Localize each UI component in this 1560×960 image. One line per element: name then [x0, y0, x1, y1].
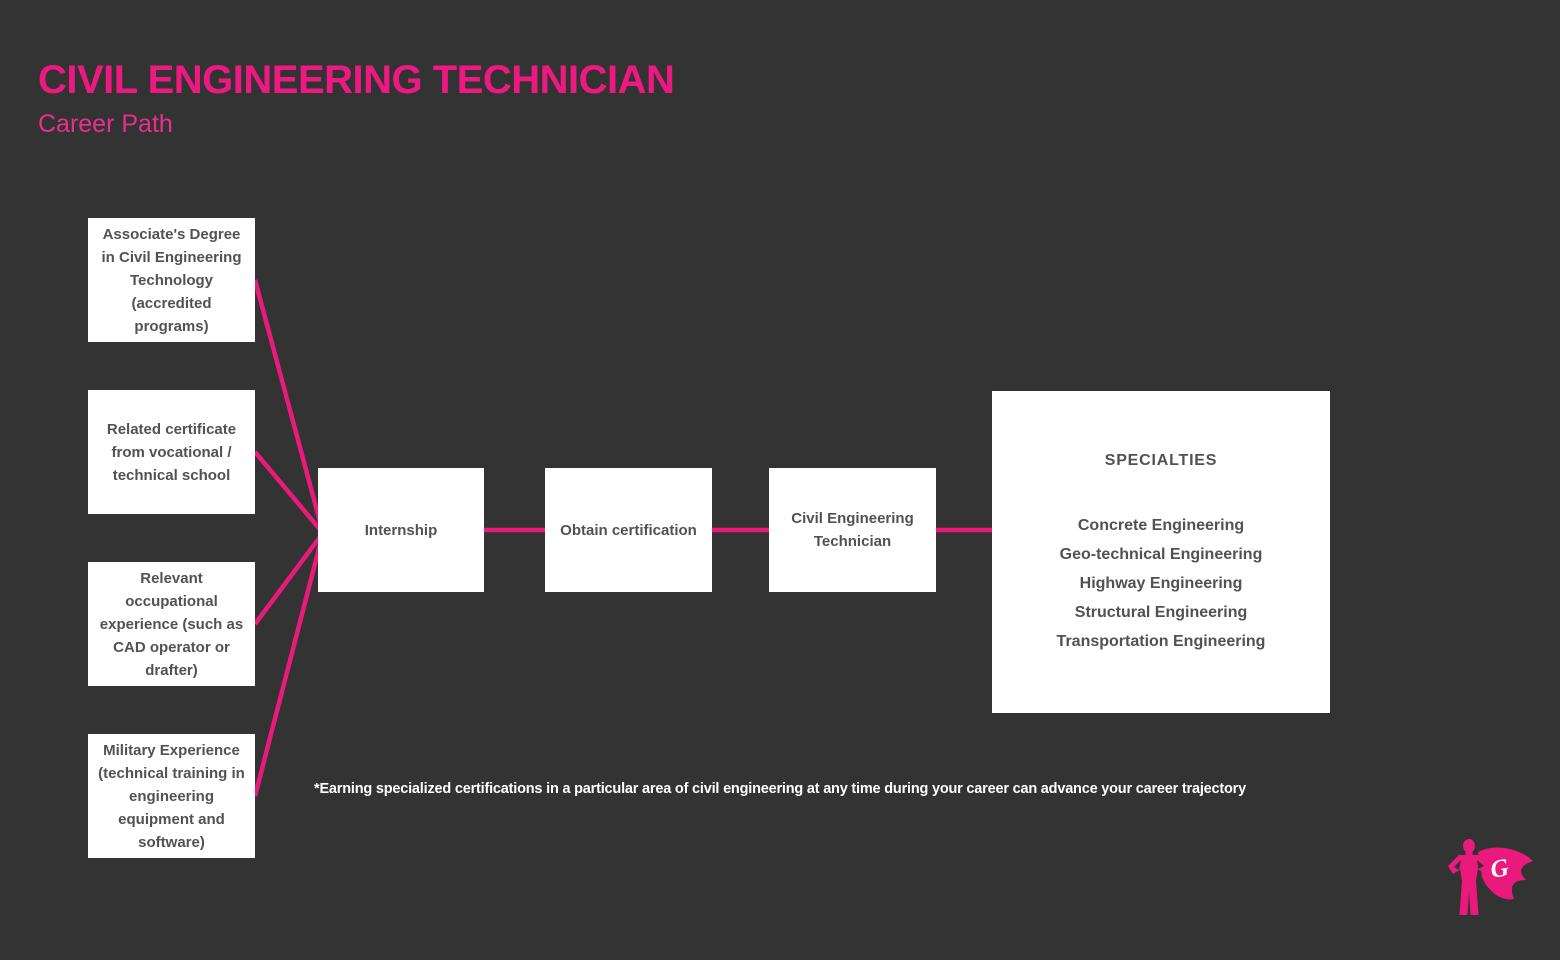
- footnote: *Earning specialized certifications in a particular area of civil engineering at any time during your career can advance your career trajectory: [314, 781, 1246, 797]
- specialty-item: Concrete Engineering: [1077, 517, 1245, 534]
- entry-box-label: Related certificate from vocational / technical school: [106, 420, 237, 484]
- page-title: CIVIL ENGINEERING TECHNICIAN: [38, 58, 675, 102]
- specialties-title: SPECIALTIES: [1104, 452, 1218, 469]
- specialty-item: Geo-technical Engineering: [1059, 546, 1263, 563]
- entry-box-label: Relevant occupational experience (such as CAD operator or drafter): [99, 569, 244, 679]
- page-subtitle: Career Path: [38, 110, 173, 138]
- specialties-panel: [992, 391, 1330, 713]
- step-box-civil-engineering-technician: [769, 468, 936, 592]
- line-entry-4-to-internship: [255, 533, 323, 796]
- step-box-label: Obtain certification: [560, 521, 697, 539]
- entry-box-label: Military Experience (technical training in engineering equipment and software): [98, 741, 245, 851]
- superhero-logo: [1443, 836, 1535, 928]
- entry-box-label: Associate's Degree in Civil Engineering Technology (accredited programs): [101, 225, 242, 335]
- entry-box-occupational-experience: [88, 562, 255, 686]
- step-box-label: Internship: [364, 521, 438, 539]
- entry-box-associates-degree: [88, 218, 255, 342]
- entry-box-military-experience: [88, 734, 255, 858]
- step-box-label: Civil Engineering Technician: [791, 510, 914, 550]
- step-box-internship: [318, 468, 484, 592]
- specialty-item: Transportation Engineering: [1056, 633, 1266, 650]
- specialties-list: [992, 511, 1330, 656]
- logo-letter: G: [1488, 854, 1511, 884]
- specialty-item: Structural Engineering: [1074, 604, 1248, 621]
- specialty-item: Highway Engineering: [1079, 575, 1243, 592]
- entry-box-related-certificate: [88, 390, 255, 514]
- step-box-obtain-certification: [545, 468, 712, 592]
